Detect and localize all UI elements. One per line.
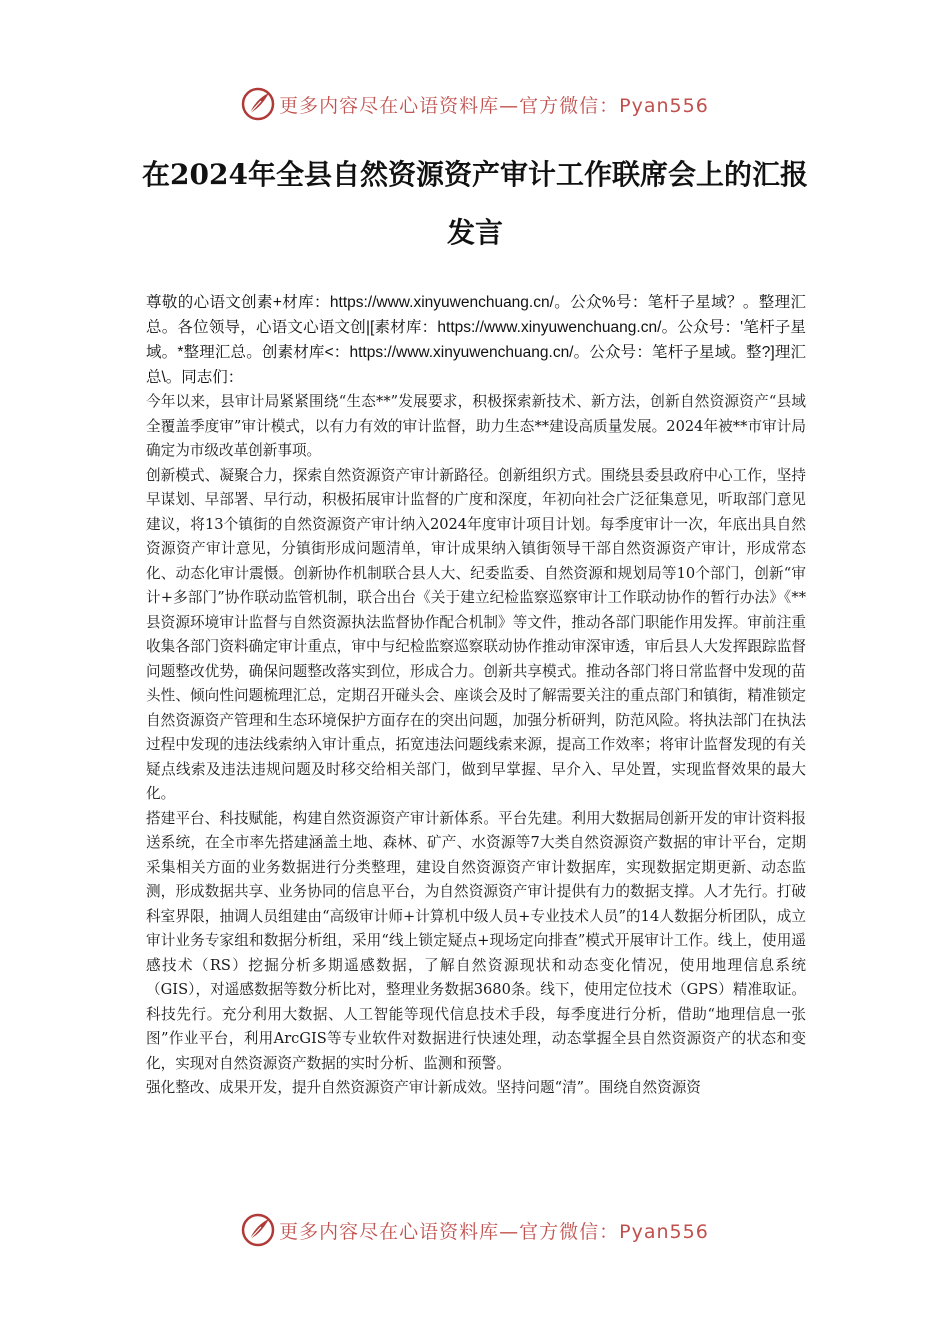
greeting-paragraph: 尊敬的心语文创素+材库：https://www.xinyuwenchuang.cn/。公众%号：笔杆子星域？。整理汇总。各位领导，心语文心语文创|[素材库：https://www.xinyuwenchuang.cn/。公众号：'笔杆子星域。*整理汇总。创素材库<：https://www.xinyuwenchuang.cn/。公众号：笔杆子星域。整?]理汇总\。同志们： <box>146 294 806 386</box>
quill-logo-icon <box>241 87 275 121</box>
quill-logo-icon <box>241 1213 275 1247</box>
body-paragraph: 今年以来，县审计局紧紧围绕“生态**”发展要求，积极探索新技术、新方法，创新自然资源资产“县域全覆盖季度审”审计模式，以有力有效的审计监督，助力生态**建设高质量发展。2024年被**市审计局确定为市级改革创新事项。 <box>146 393 806 459</box>
footer-banner <box>0 1210 950 1250</box>
document-title: 在2024年全县自然资源资产审计工作联席会上的汇报发言 <box>142 158 808 249</box>
banner-text: 更多内容尽在心语资料库—官方微信：Pyan556 <box>279 1220 709 1243</box>
document-body <box>146 290 806 1101</box>
header-banner <box>0 84 950 124</box>
banner-text: 更多内容尽在心语资料库—官方微信：Pyan556 <box>279 94 709 117</box>
body-paragraph: 强化整改、成果开发，提升自然资源资产审计新成效。坚持问题“清”。围绕自然资源资 <box>146 1079 701 1096</box>
body-paragraph: 搭建平台、科技赋能，构建自然资源资产审计新体系。平台先建。利用大数据局创新开发的审计资料报送系统，在全市率先搭建涵盖土地、森林、矿产、水资源等7大类自然资源资产数据的审计平台，定期采集相关方面的业务数据进行分类整理，建设自然资源资产审计数据库，实现数据定期更新、动态监测，形成数据共享、业务协同的信息平台，为自然资源资产审计提供有力的数据支撑。人才先行。打破科室界限，抽调人员组建由“高级审计师+计算机中级人员+专业技术人员”的14人数据分析团队，成立审计业务专家组和数据分析组，采用“线上锁定疑点+现场定向排查”模式开展审计工作。线上，使用遥感技术（RS）挖掘分析多期遥感数据，了解自然资源现状和动态变化情况，使用地理信息系统（GIS），对遥感数据等数分析比对，整理业务数据3680条。线下，使用定位技术（GPS）精准取证。科技先行。充分利用大数据、人工智能等现代信息技术手段，每季度进行分析，借助“地理信息一张图”作业平台，利用ArcGIS等专业软件对数据进行快速处理，动态掌握全县自然资源资产的状态和变化，实现对自然资源资产数据的实时分析、监测和预警。 <box>146 809 806 1072</box>
body-paragraph: 创新模式、凝聚合力，探索自然资源资产审计新路径。创新组织方式。围绕县委县政府中心工作，坚持早谋划、早部署、早行动，积极拓展审计监督的广度和深度，年初向社会广泛征集意见，听取部门意见建议，将13个镇街的自然资源资产审计纳入2024年度审计项目计划。每季度审计一次，年底出具自然资源资产审计意见，分镇街形成问题清单，审计成果纳入镇街领导干部自然资源资产审计，形成常态化、动态化审计震慑。创新协作机制联合县人大、纪委监委、自然资源和规划局等10个部门，创新“审计+多部门”协作联动监管机制，联合出台《关于建立纪检监察巡察审计工作联动协作的暂行办法》《**县资源环境审计监督与自然资源执法监督协作配合机制》等文件，推动各部门职能作用发挥。审前注重收集各部门资料确定审计重点，审中与纪检监察巡察联动协作推动审深审透，审后县人大发挥跟踪监督问题整改优势，确保问题整改落实到位，形成合力。创新共享模式。推动各部门将日常监督中发现的苗头性、倾向性问题梳理汇总，定期召开碰头会、座谈会及时了解需要关注的重点部门和镇街，精准锁定自然资源资产管理和生态环境保护方面存在的突出问题，加强分析研判，防范风险。将执法部门在执法过程中发现的违法线索纳入审计重点，拓宽违法问题线索来源，提高工作效率；将审计监督发现的有关疑点线索及违法违规问题及时移交给相关部门，做到早掌握、早介入、早处置，实现监督效果的最大化。 <box>146 466 806 802</box>
